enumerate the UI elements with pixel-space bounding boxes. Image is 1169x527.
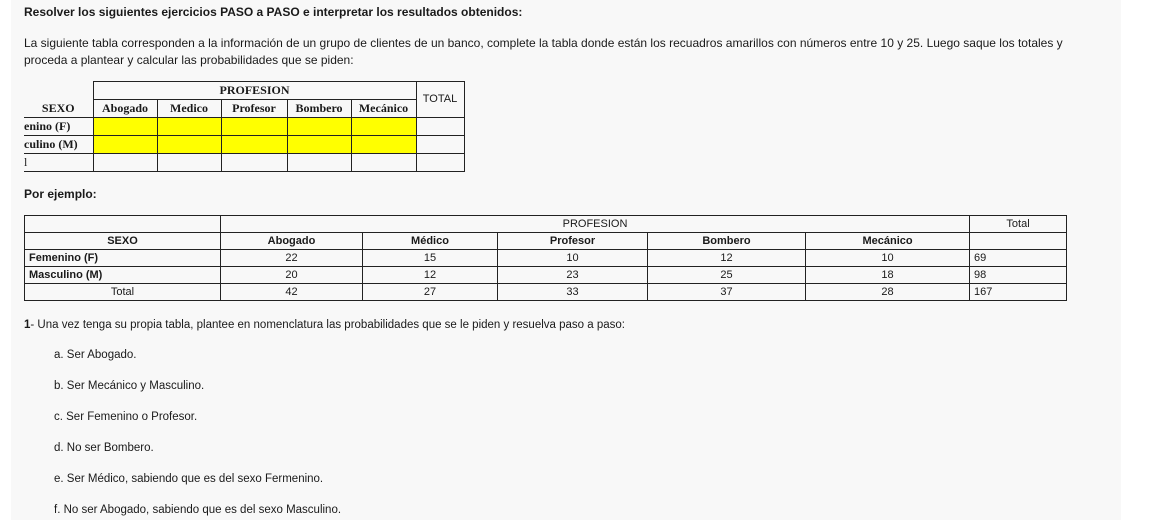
example-sexo-header: SEXO	[25, 233, 221, 250]
example-col-profesor: Profesor	[498, 233, 648, 250]
example-table	[24, 215, 1067, 301]
blank-col-mecanico: Mecánico	[351, 100, 416, 118]
table-row	[25, 284, 1067, 301]
list-item: e. Ser Médico, sabiendo que es del sexo Fermenino.	[54, 473, 324, 485]
example-cell: 10	[806, 250, 970, 267]
list-item: a. Ser Abogado.	[54, 349, 137, 361]
blank-total-cell[interactable]	[416, 136, 464, 154]
table-row	[25, 267, 1067, 284]
blank-input-cell[interactable]	[157, 118, 221, 136]
blank-col-medico: Medico	[157, 100, 221, 118]
blank-row-masculino: culino (M)	[24, 136, 93, 154]
blank-row-femenino: enino (F)	[24, 118, 93, 136]
example-empty-corner	[25, 216, 221, 233]
example-col-abogado: Abogado	[221, 233, 363, 250]
blank-total-header: TOTAL	[422, 93, 458, 105]
document-page	[11, 0, 1121, 520]
example-cell: 23	[498, 267, 648, 284]
example-profesion-header: PROFESION	[221, 216, 970, 233]
table-row	[25, 250, 1067, 267]
example-cell: 12	[363, 267, 498, 284]
blank-empty-corner	[24, 82, 93, 100]
question-text: - Una vez tenga su propia tabla, plantee en nomenclatura las probabilidades que se le piden y resuelva paso a paso:	[30, 319, 625, 331]
example-cell: 27	[363, 284, 498, 301]
intro-paragraph: La siguiente tabla corresponden a la información de un grupo de clientes de un banco, complete la tabla donde están los recuadros amarillos con números entre 10 y 25. Luego saque los totales y proceda a plantear y calcular las probabilidades que se piden:	[24, 36, 1063, 67]
blank-input-cell[interactable]	[157, 136, 221, 154]
blank-total-cell[interactable]	[416, 154, 464, 172]
example-cell: 18	[806, 267, 970, 284]
example-empty-total	[970, 233, 1067, 250]
list-item: d. No ser Bombero.	[54, 442, 154, 454]
blank-sexo-header: SEXO	[41, 100, 75, 115]
example-cell: 22	[221, 250, 363, 267]
example-cell: 15	[363, 250, 498, 267]
blank-total-header-cell	[416, 82, 464, 118]
blank-total-cell[interactable]	[157, 154, 221, 172]
example-col-mecanico: Mecánico	[806, 233, 970, 250]
list-item: f. No ser Abogado, sabiendo que es del sexo Masculino.	[54, 504, 342, 516]
blank-col-profesor: Profesor	[221, 100, 287, 118]
list-item: b. Ser Mecánico y Masculino.	[54, 380, 205, 392]
example-row-total: 69	[970, 250, 1067, 267]
blank-row-total: l	[24, 154, 93, 172]
example-row-label: Masculino (M)	[25, 267, 221, 284]
example-cell: 42	[221, 284, 363, 301]
blank-total-cell[interactable]	[93, 154, 157, 172]
example-cell: 33	[498, 284, 648, 301]
blank-total-cell[interactable]	[221, 154, 287, 172]
example-row-label: Femenino (F)	[25, 250, 221, 267]
example-cell: 10	[498, 250, 648, 267]
exercise-heading: Resolver los siguientes ejercicios PASO a PASO e interpretar los resultados obtenidos:	[24, 5, 523, 19]
example-row-total: 167	[970, 284, 1067, 301]
question-items	[54, 341, 341, 527]
example-total-header: Total	[970, 216, 1067, 233]
example-row-label: Total	[25, 284, 221, 301]
example-row-total: 98	[970, 267, 1067, 284]
list-item: c. Ser Femenino o Profesor.	[54, 411, 198, 423]
blank-input-cell[interactable]	[351, 118, 416, 136]
blank-profesion-header: PROFESION	[93, 82, 416, 100]
blank-table	[24, 81, 465, 172]
example-cell: 20	[221, 267, 363, 284]
blank-input-cell[interactable]	[351, 136, 416, 154]
blank-total-cell[interactable]	[287, 154, 351, 172]
question-number: 1	[24, 319, 31, 331]
blank-input-cell[interactable]	[287, 136, 351, 154]
example-cell: 37	[648, 284, 806, 301]
example-cell: 12	[648, 250, 806, 267]
blank-input-cell[interactable]	[221, 136, 287, 154]
blank-col-abogado: Abogado	[93, 100, 157, 118]
blank-col-bombero: Bombero	[287, 100, 351, 118]
blank-input-cell[interactable]	[221, 118, 287, 136]
question-1	[24, 319, 625, 331]
example-col-medico: Médico	[363, 233, 498, 250]
example-label: Por ejemplo:	[24, 187, 97, 201]
blank-total-cell[interactable]	[416, 118, 464, 136]
blank-input-cell[interactable]	[93, 136, 157, 154]
blank-input-cell[interactable]	[93, 118, 157, 136]
blank-input-cell[interactable]	[287, 118, 351, 136]
example-cell: 25	[648, 267, 806, 284]
blank-total-cell[interactable]	[351, 154, 416, 172]
example-col-bombero: Bombero	[648, 233, 806, 250]
example-cell: 28	[806, 284, 970, 301]
